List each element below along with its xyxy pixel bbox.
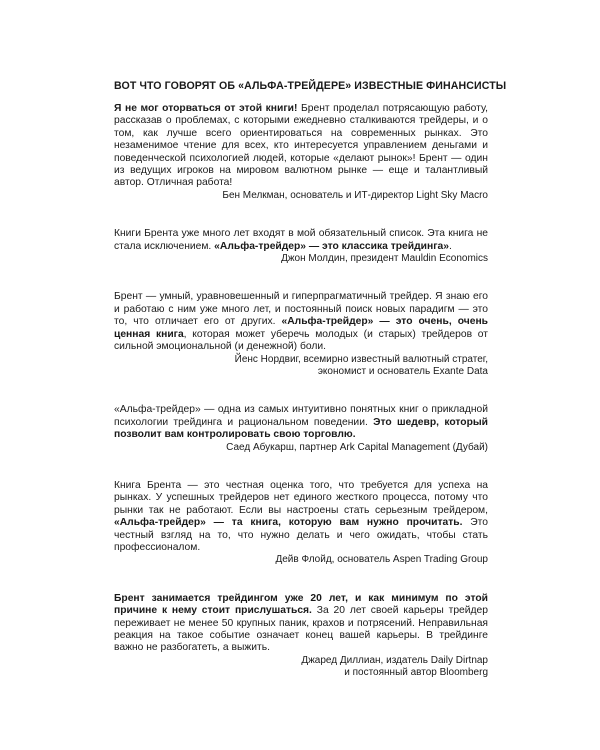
quote-plain-text: Книга Брента — это честная оценка того, что требуется для успеха на рынках. У успешных трейдеров нет единого жесткого процесса, потому что рынки так не работают. Если вы настроены стать серьезным трейдером, bbox=[114, 479, 488, 516]
quote-attribution: Джон Молдин, президент Mauldin Economics bbox=[281, 253, 488, 265]
quote-block bbox=[114, 480, 488, 567]
page-heading: ВОТ ЧТО ГОВОРЯТ ОБ «АЛЬФА-ТРЕЙДЕРЕ» ИЗВЕСТНЫЕ ФИНАНСИСТЫ bbox=[114, 80, 507, 92]
quote-bold-text: Я не мог оторваться от этой книги! bbox=[114, 103, 298, 114]
quote-attribution: и постоянный автор Bloomberg bbox=[344, 667, 488, 679]
quote-plain-text: Брент проделал потрясающую работу, рассказав о проблемах, с которыми ежедневно сталкиваются трейдеры, и о том, как лучше всего ориентироваться на современных рынках. Это незаменимое чтение для всех, кто интересуется управлением деньгами и поведенческой психологией людей, которые «делают рынок»! Брент — один из ведущих игроков на мировом валютном рынке — еще и талантливый автор. Отличная работа! bbox=[114, 103, 488, 189]
quote-text bbox=[114, 404, 488, 441]
quote-plain-text: , которая может уберечь молодых (и старых) трейдеров от сильной эмоциональной (и денежной) боли. bbox=[114, 328, 488, 353]
quote-block bbox=[114, 291, 488, 378]
quote-plain-text: За 20 лет своей карьеры трейдер переживает не менее 50 крупных паник, крахов и потрясений. Неправильная реакция на такое событие означает конец вашей карьеры. В трейдинге важно не разбогатеть, а выжить. bbox=[114, 605, 488, 654]
quote-plain-text: «Альфа-трейдер» — одна из самых интуитивно понятных книг о прикладной психологии трейдинга и рациональном поведении. bbox=[114, 404, 488, 428]
quote-attribution: Джаред Диллиан, издатель Daily Dirtnap bbox=[301, 654, 488, 666]
quote-text bbox=[114, 593, 488, 655]
quote-bold-text: «Альфа-трейдер» — это очень, очень ценная книга bbox=[114, 316, 488, 340]
quote-plain-text: Это честный взгляд на то, что нужно делать и чего ожидать, чтобы стать профессионалом. bbox=[114, 517, 489, 553]
quote-bold-text: «Альфа-трейдер» — это классика трейдинга» bbox=[214, 240, 449, 252]
quote-text bbox=[114, 103, 488, 190]
quote-block bbox=[114, 228, 488, 265]
quote-attribution: экономист и основатель Exante Data bbox=[317, 365, 488, 377]
quote-text bbox=[114, 291, 488, 353]
quote-block bbox=[114, 593, 488, 680]
quote-text bbox=[114, 480, 488, 554]
quote-attribution: Дейв Флойд, основатель Aspen Trading Group bbox=[275, 554, 488, 566]
endorsements-page bbox=[114, 80, 507, 680]
quote-bold-text: «Альфа-трейдер» — та книга, которую вам нужно прочитать. bbox=[114, 517, 463, 529]
quote-text bbox=[114, 228, 488, 253]
quote-block bbox=[114, 103, 488, 202]
quote-attribution: Йенс Нордвиг, всемирно известный валютный стратег, bbox=[234, 353, 488, 365]
quote-attribution: Бен Мелкман, основатель и ИТ-директор Light Sky Macro bbox=[222, 189, 488, 201]
quote-plain-text: Книги Брента уже много лет входят в мой обязательный список. Эта книга не стала исключением. bbox=[114, 228, 488, 252]
quote-plain-text: . bbox=[448, 240, 452, 252]
quote-block bbox=[114, 404, 488, 454]
quote-bold-text: Это шедевр, который позволит вам контролировать свою торговлю. bbox=[114, 416, 488, 441]
quote-bold-text: Брент занимается трейдингом уже 20 лет, и как минимум по этой причине к нему стоит прислушаться. bbox=[114, 592, 488, 617]
quote-plain-text: Брент — умный, уравновешенный и гиперпрагматичный трейдер. Я знаю его и работаю с ним уже много лет, и постоянный поиск новых парадигм — это то, что отличает его от других. bbox=[114, 291, 488, 328]
quote-attribution: Саед Абукарш, партнер Ark Capital Management (Дубай) bbox=[226, 441, 488, 453]
